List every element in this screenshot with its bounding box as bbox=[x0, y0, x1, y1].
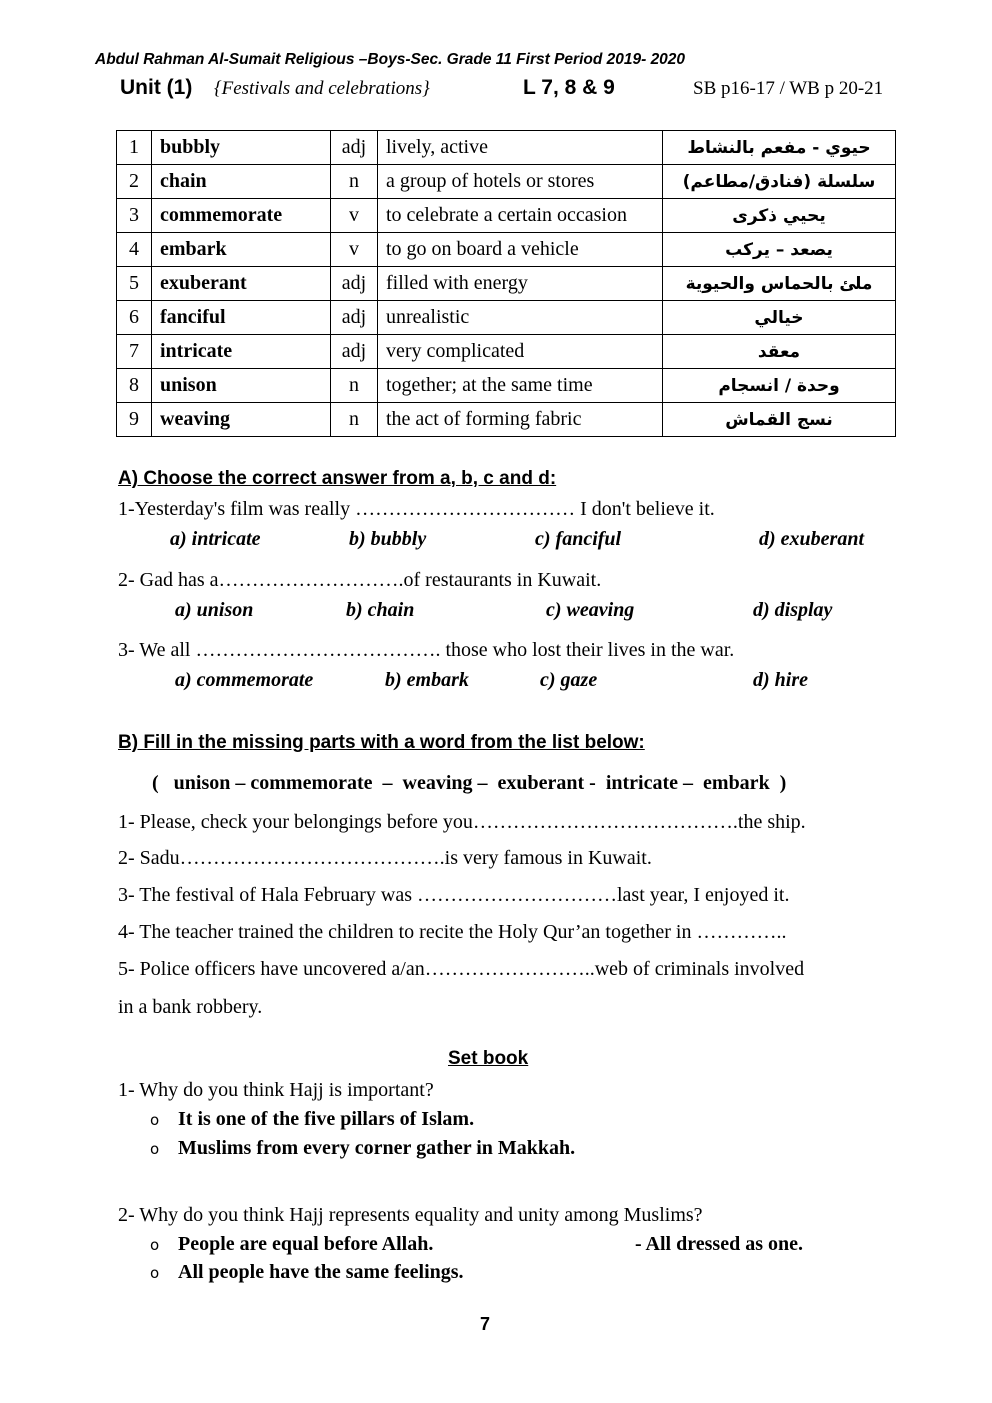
q2-answer-1b: - All dressed as one. bbox=[635, 1233, 803, 1255]
row-number: 5 bbox=[117, 267, 152, 301]
question-1: 1-Yesterday's film was really …………………………… I don't believe it. bbox=[118, 498, 715, 520]
definition: lively, active bbox=[378, 131, 663, 165]
part-of-speech: adj bbox=[331, 301, 378, 335]
q2-option-c: c) weaving bbox=[546, 599, 635, 621]
bullet-icon: o bbox=[150, 1111, 160, 1129]
section-a-title: A) Choose the correct answer from a, b, c and d: bbox=[118, 468, 557, 489]
table-row bbox=[117, 131, 896, 165]
definition: unrealistic bbox=[378, 301, 663, 335]
part-of-speech: v bbox=[331, 199, 378, 233]
arabic-meaning: حيوي - مفعم بالنشاط bbox=[663, 131, 896, 165]
definition: a group of hotels or stores bbox=[378, 165, 663, 199]
table-row bbox=[117, 199, 896, 233]
row-number: 6 bbox=[117, 301, 152, 335]
vocab-word: commemorate bbox=[152, 199, 331, 233]
row-number: 7 bbox=[117, 335, 152, 369]
q1-option-c: c) fanciful bbox=[535, 528, 622, 550]
q3-option-a: a) commemorate bbox=[175, 669, 314, 691]
fill-sentence-5: 5- Police officers have uncovered a/an……………………..web of criminals involved bbox=[118, 958, 805, 980]
q2-option-a: a) unison bbox=[175, 599, 254, 621]
part-of-speech: n bbox=[331, 369, 378, 403]
arabic-meaning: نسج القماش bbox=[663, 403, 896, 437]
table-row bbox=[117, 233, 896, 267]
page-references: SB p16-17 / WB p 20-21 bbox=[693, 78, 884, 99]
row-number: 2 bbox=[117, 165, 152, 199]
table-row bbox=[117, 267, 896, 301]
lessons-label: L 7, 8 & 9 bbox=[523, 76, 615, 99]
q1-option-d: d) exuberant bbox=[759, 528, 864, 550]
arabic-meaning: يحيي ذكرى bbox=[663, 199, 896, 233]
vocab-word: fanciful bbox=[152, 301, 331, 335]
fill-sentence-4: 4- The teacher trained the children to recite the Holy Qur’an together in ………….. bbox=[118, 921, 787, 943]
table-row bbox=[117, 301, 896, 335]
unit-label: Unit (1) bbox=[120, 76, 193, 99]
bullet-icon: o bbox=[150, 1264, 160, 1282]
vocab-word: intricate bbox=[152, 335, 331, 369]
definition: to go on board a vehicle bbox=[378, 233, 663, 267]
fill-sentence-3: 3- The festival of Hala February was …………………………last year, I enjoyed it. bbox=[118, 884, 790, 906]
q3-option-d: d) hire bbox=[753, 669, 808, 691]
page-number: 7 bbox=[480, 1314, 491, 1334]
school-header-line: Abdul Rahman Al-Sumait Religious –Boys-Sec. Grade 11 First Period 2019- 2020 bbox=[95, 51, 686, 68]
row-number: 3 bbox=[117, 199, 152, 233]
row-number: 1 bbox=[117, 131, 152, 165]
table-row bbox=[117, 165, 896, 199]
row-number: 8 bbox=[117, 369, 152, 403]
vocab-word: unison bbox=[152, 369, 331, 403]
row-number: 9 bbox=[117, 403, 152, 437]
part-of-speech: adj bbox=[331, 267, 378, 301]
row-number: 4 bbox=[117, 233, 152, 267]
question-2: 2- Gad has a……………………….of restaurants in Kuwait. bbox=[118, 569, 602, 591]
q3-option-b: b) embark bbox=[385, 669, 469, 691]
table-row bbox=[117, 369, 896, 403]
set-book-question-2: 2- Why do you think Hajj represents equality and unity among Muslims? bbox=[118, 1204, 703, 1226]
q3-option-c: c) gaze bbox=[540, 669, 598, 691]
vocab-word: exuberant bbox=[152, 267, 331, 301]
q1-option-a: a) intricate bbox=[170, 528, 261, 550]
arabic-meaning: وحدة / انسجام bbox=[663, 369, 896, 403]
arabic-meaning: ملئ بالحماس والحيوية bbox=[663, 267, 896, 301]
q2-option-b: b) chain bbox=[346, 599, 415, 621]
word-list: ( unison – commemorate – weaving – exuberant - intricate – embark ) bbox=[152, 772, 787, 794]
definition: filled with energy bbox=[378, 267, 663, 301]
vocabulary-table bbox=[116, 130, 896, 437]
q1-answer-1: It is one of the five pillars of Islam. bbox=[178, 1108, 475, 1130]
set-book-title: Set book bbox=[448, 1048, 529, 1069]
arabic-meaning: خيالي bbox=[663, 301, 896, 335]
definition: to celebrate a certain occasion bbox=[378, 199, 663, 233]
q2-option-d: d) display bbox=[753, 599, 833, 621]
part-of-speech: v bbox=[331, 233, 378, 267]
set-book-question-1: 1- Why do you think Hajj is important? bbox=[118, 1079, 434, 1101]
q2-answer-1: People are equal before Allah. bbox=[178, 1233, 434, 1255]
table-row bbox=[117, 403, 896, 437]
bullet-icon: o bbox=[150, 1140, 160, 1158]
bullet-icon: o bbox=[150, 1236, 160, 1254]
definition: together; at the same time bbox=[378, 369, 663, 403]
vocab-word: weaving bbox=[152, 403, 331, 437]
q1-answer-2: Muslims from every corner gather in Makkah. bbox=[178, 1137, 576, 1159]
arabic-meaning: معقد bbox=[663, 335, 896, 369]
question-3: 3- We all ………………………………. those who lost their lives in the war. bbox=[118, 639, 735, 661]
definition: the act of forming fabric bbox=[378, 403, 663, 437]
q2-answer-2: All people have the same feelings. bbox=[178, 1261, 464, 1283]
vocab-word: chain bbox=[152, 165, 331, 199]
fill-sentence-5-continued: in a bank robbery. bbox=[118, 996, 263, 1018]
part-of-speech: n bbox=[331, 165, 378, 199]
table-row bbox=[117, 335, 896, 369]
unit-topic: {Festivals and celebrations} bbox=[214, 78, 430, 99]
q1-option-b: b) bubbly bbox=[349, 528, 427, 550]
fill-sentence-1: 1- Please, check your belongings before you………………………………….the ship. bbox=[118, 811, 806, 833]
definition: very complicated bbox=[378, 335, 663, 369]
arabic-meaning: سلسلة (فنادق/مطاعم) bbox=[663, 165, 896, 199]
part-of-speech: adj bbox=[331, 131, 378, 165]
vocab-word: bubbly bbox=[152, 131, 331, 165]
section-b-title: B) Fill in the missing parts with a word from the list below: bbox=[118, 732, 645, 753]
arabic-meaning: يصعد – يركب bbox=[663, 233, 896, 267]
part-of-speech: n bbox=[331, 403, 378, 437]
part-of-speech: adj bbox=[331, 335, 378, 369]
fill-sentence-2: 2- Sadu………………………………….is very famous in Kuwait. bbox=[118, 847, 652, 869]
vocab-word: embark bbox=[152, 233, 331, 267]
